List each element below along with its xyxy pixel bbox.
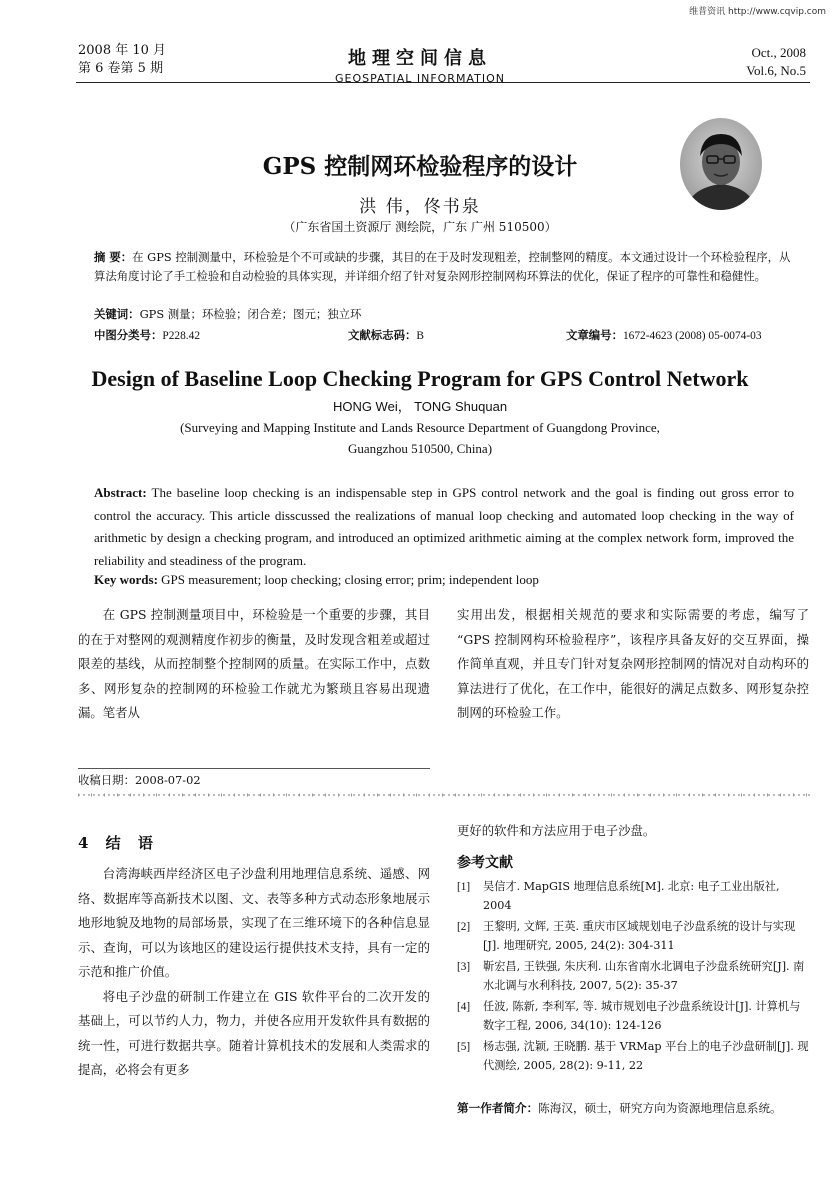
reference-item: [2] 王黎明, 文辉, 王英. 重庆市区域规划电子沙盘系统的设计与实现[J]. 地理研究, 2005, 24(2): 304-311 [457, 920, 796, 952]
section-heading: 4 结 语 [78, 834, 159, 852]
author-bio-text: 陈海汉，硕士，研究方向为资源地理信息系统。 [538, 1101, 782, 1115]
journal-name-cn: 地理空间信息 [348, 48, 492, 69]
received-date: 收稿日期：2008-07-02 [78, 773, 201, 787]
document-code: 文献标志码：B [348, 328, 424, 342]
keywords-en-text: GPS measurement; loop checking; closing error; prim; independent loop [161, 572, 539, 587]
watermark: 维普资讯 http://www.cqvip.com [689, 7, 826, 17]
affiliation-cn: （广东省国土资源厅 测绘院，广东 广州 510500） [283, 220, 557, 234]
conclusion-left-column [78, 862, 430, 1083]
header-volume-cn: 第 6 卷第 5 期 [78, 61, 164, 76]
intro-paragraph-left: 在 GPS 控制测量项目中，环检验是一个重要的步骤，其目的在于对整网的观测精度作初步的衡量，及时发现含粗差或超过限差的基线，从而控制整个控制网的质量。在实际工作中，点数多、网形复杂的控制网的环检验工作就尤为繁琐且容易出现遗漏。笔者从 [78, 607, 430, 720]
keywords-en [94, 572, 794, 588]
keywords-cn-label: 关键词： [94, 307, 140, 321]
keywords-en-label: Key words: [94, 572, 158, 587]
header-right [746, 44, 806, 80]
clc-code: 中图分类号：P228.42 [94, 328, 201, 342]
article-number: 文章编号：1672-4623 (2008) 05-0074-03 [566, 328, 762, 342]
abstract-en [94, 482, 794, 572]
authors-en: HONG Wei， TONG Shuquan [332, 399, 508, 414]
conclusion-continuation: 更好的软件和方法应用于电子沙盘。 [457, 823, 656, 838]
abstract-cn-label: 摘 要： [94, 250, 133, 264]
reference-item: [5] 杨志强, 沈颖, 王晓鹏. 基于 VRMap 平台上的电子沙盘研制[J]. 现代测绘, 2005, 28(2): 9-11, 22 [457, 1040, 809, 1072]
header-rule [76, 82, 810, 83]
affiliation-en-line1: (Surveying and Mapping Institute and Lands Resource Department of Guangdong Province, [180, 420, 660, 435]
intro-paragraph-right: 实用出发，根据相关规范的要求和实际需要的考虑，编写了 “GPS 控制网构环检验程序”，该程序具备友好的交互界面，操作简单直观，并且专门针对复杂网形控制网的情况对自动构环的算法进行了优化，在工作中，能很好的满足点数多、网形复杂控制网的环检验工作。 [457, 607, 809, 720]
reference-item: [4] 任波, 陈新, 李利军, 等. 城市规划电子沙盘系统设计[J]. 计算机与数字工程, 2006, 34(10): 124-126 [457, 1000, 801, 1032]
header-date-en: Oct., 2008 [751, 45, 806, 60]
references-list [457, 878, 809, 1078]
references-heading: 参考文献 [457, 855, 513, 871]
author-bio [457, 1100, 817, 1116]
paper-title-en: Design of Baseline Loop Checking Program for GPS Control Network [91, 366, 749, 391]
paper-title-cn: GPS 控制网环检验程序的设计 [262, 153, 578, 180]
journal-masthead [0, 44, 840, 85]
keywords-cn [94, 306, 794, 322]
intro-right-column [457, 603, 809, 726]
header-date-cn: 2008 年 10 月 [78, 43, 167, 58]
reference-item: [3] 靳宏昌, 王铁强, 朱庆利. 山东省南水北调电子沙盘系统研究[J]. 南水北调与水利科技, 2007, 5(2): 35-37 [457, 960, 805, 992]
affiliation-en-line2: Guangzhou 510500, China) [347, 441, 493, 456]
page-break-divider [78, 792, 812, 798]
abstract-cn-text: 在 GPS 控制测量中，环检验是个不可或缺的步骤，其目的在于及时发现粗差，控制整网的精度。本文通过设计一个环检验程序，从算法角度讨论了手工检验和自动检验的具体实现，并详细介绍了针对复杂网形控制网构环算法的优化，保证了程序的可靠性和稳健性。 [94, 250, 791, 283]
abstract-cn [94, 248, 794, 286]
abstract-en-label: Abstract: [94, 485, 147, 500]
conclusion-paragraph-1: 台湾海峡西岸经济区电子沙盘利用地理信息系统、遥感、网络、数据库等高新技术以图、文、表等多种方式动态形象地展示地形地貌及地物的局部场景，实现了在三维环境下的各种信息显示、查询，可以为该地区的建设运行提供技术支持，具有一定的示范和推广价值。 [78, 866, 430, 979]
keywords-cn-text: GPS 测量；环检验；闭合差；图元；独立环 [139, 307, 362, 321]
footnote-rule [78, 768, 430, 769]
author-bio-label: 第一作者简介： [457, 1101, 539, 1115]
journal-name-en: GEOSPATIAL INFORMATION [335, 72, 505, 85]
authors-cn: 洪 伟，佟书泉 [359, 197, 481, 217]
reference-item: [1] 吴信才. MapGIS 地理信息系统[M]. 北京: 电子工业出版社, 2004 [457, 880, 780, 912]
conclusion-paragraph-2: 将电子沙盘的研制工作建立在 GIS 软件平台的二次开发的基础上，可以节约人力，物力，并使各应用开发软件具有数据的统一性，可进行数据共享。随着计算机技术的发展和人类需求的提高，必将会有更多 [78, 988, 430, 1077]
header-volume-en: Vol.6, No.5 [746, 63, 806, 78]
intro-left-column [78, 603, 430, 726]
abstract-en-text: The baseline loop checking is an indispensable step in GPS control network and the goal is finding out gross error to control the accuracy. This article disscussed the realizations of manual loop checking and automated loop checking in the way of arithmetic by design a checking program, and introduced an optimized arithmetic aiming at the complex network form, improved the reliability and steadiness of the program. [94, 485, 794, 568]
